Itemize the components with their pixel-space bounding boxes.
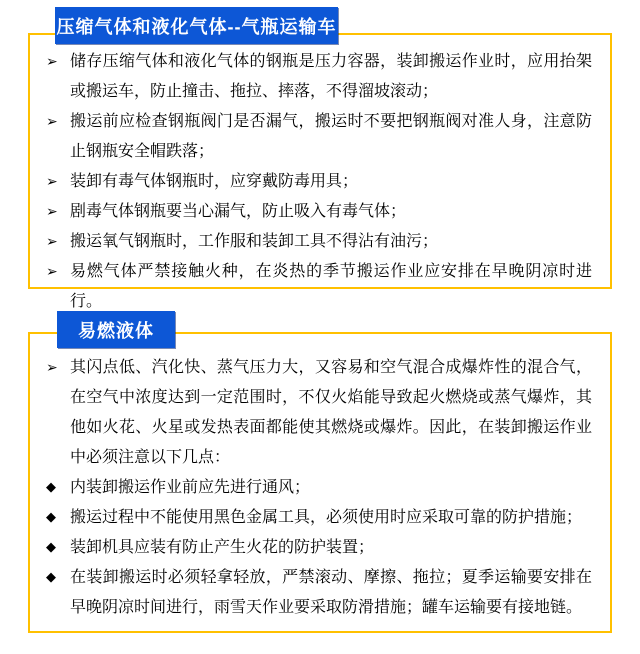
list-item (46, 227, 592, 257)
list-item-text: 剧毒气体钢瓶要当心漏气，防止吸入有毒气体； (70, 203, 407, 220)
list-item (46, 107, 592, 167)
arrow-bullet-icon: ➢ (46, 204, 58, 220)
section2-content (30, 334, 610, 623)
list-item (46, 473, 592, 503)
section2-panel (28, 332, 612, 633)
list-item-text: 储存压缩气体和液化气体的钢瓶是压力容器，装卸搬运作业时，应用抬架或搬运车，防止撞击、拖拉、摔落，不得溜坡滚动； (70, 53, 592, 100)
list-item-text: 在装卸搬运时必须轻拿轻放，严禁滚动、摩擦、拖拉；夏季运输要安排在早晚阴凉时间进行，雨雪天作业要采取防滑措施；罐车运输要有接地链。 (70, 569, 592, 616)
section1-title: 压缩气体和液化气体--气瓶运输车 (56, 16, 337, 37)
list-item-text: 装卸机具应装有防止产生火花的防护装置； (70, 539, 375, 556)
list-item-text: 搬运前应检查钢瓶阀门是否漏气，搬运时不要把钢瓶阀对准人身，注意防止钢瓶安全帽跌落； (70, 113, 592, 160)
arrow-bullet-icon: ➢ (46, 174, 58, 190)
arrow-bullet-icon: ➢ (46, 360, 58, 376)
list-item-text: 易燃气体严禁接触火种，在炎热的季节搬运作业应安排在早晚阴凉时进行。 (70, 263, 592, 310)
list-item (46, 47, 592, 107)
list-item (46, 503, 592, 533)
list-item (46, 563, 592, 623)
list-item (46, 353, 592, 473)
arrow-bullet-icon: ➢ (46, 234, 58, 250)
arrow-bullet-icon: ➢ (46, 264, 58, 280)
diamond-bullet-icon: ◆ (46, 510, 56, 525)
diamond-bullet-icon: ◆ (46, 540, 56, 555)
section1-content (30, 35, 610, 317)
section1-panel (28, 33, 612, 310)
list-item (46, 533, 592, 563)
arrow-bullet-icon: ➢ (46, 114, 58, 130)
diamond-bullet-icon: ◆ (46, 480, 56, 495)
arrow-bullet-icon: ➢ (46, 54, 58, 70)
list-item (46, 167, 592, 197)
list-item-text: 搬运氧气钢瓶时，工作服和装卸工具不得沾有油污； (70, 233, 439, 250)
list-item (46, 197, 592, 227)
list-item-text: 其闪点低、汽化快、蒸气压力大，又容易和空气混合成爆炸性的混合气，在空气中浓度达到一定范围时，不仅火焰能导致起火燃烧或蒸气爆炸，其他如火花、火星或发热表面都能使其燃烧或爆炸。因此，在装卸搬运作业中必须注意以下几点： (70, 359, 592, 466)
section1-title-banner (55, 7, 338, 44)
section2-title: 易燃液体 (78, 320, 154, 341)
diamond-bullet-icon: ◆ (46, 570, 56, 585)
list-item (46, 257, 592, 317)
section2-title-banner (57, 311, 175, 348)
list-item-text: 装卸有毒气体钢瓶时，应穿戴防毒用具； (70, 173, 359, 190)
list-item-text: 搬运过程中不能使用黑色金属工具，必须使用时应采取可靠的防护措施； (70, 509, 583, 526)
list-item-text: 内装卸搬运作业前应先进行通风； (70, 479, 311, 496)
